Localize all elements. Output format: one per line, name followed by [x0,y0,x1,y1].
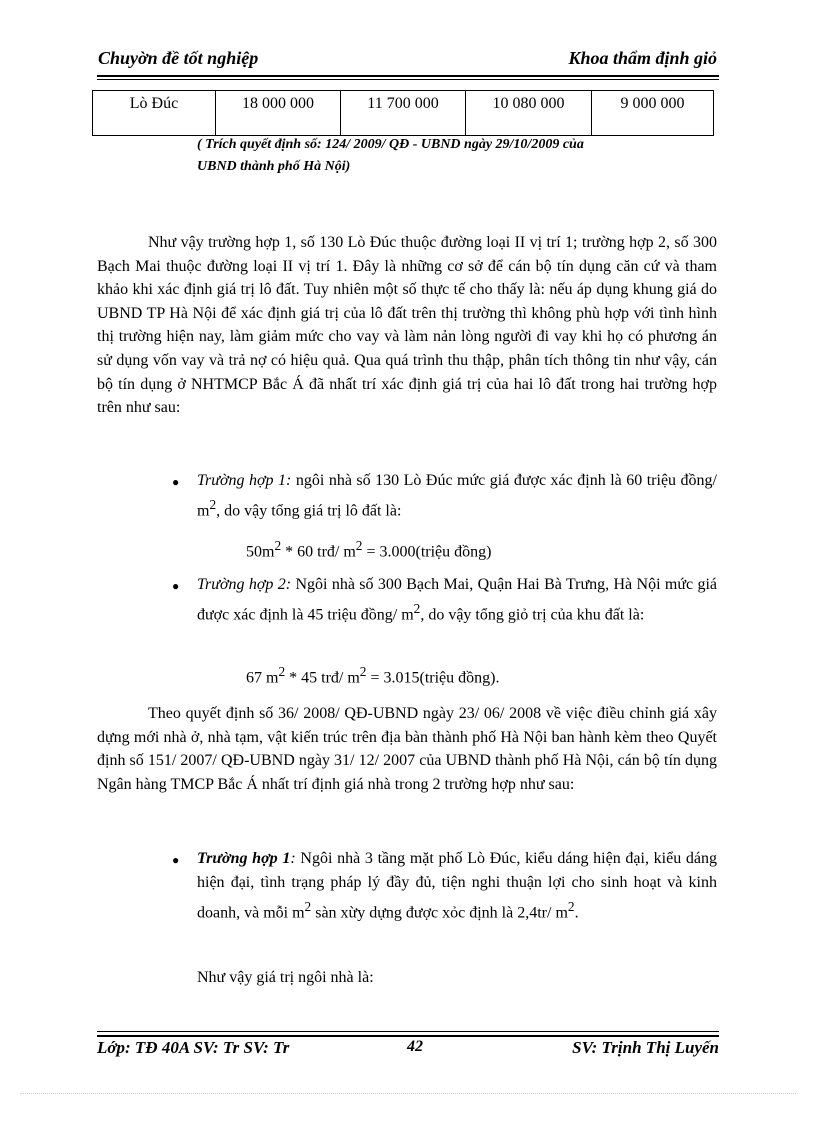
case-text: ngôi nhà số 130 Lò Đúc mức giá được xác định là 60 triệu đồng/ m [197,472,717,520]
superscript: 2 [304,899,312,914]
footer-rule-thick [97,1035,719,1037]
bullet-dot-icon: ● [172,579,180,593]
header-right-title: Khoa thẩm định giỏ [568,48,717,68]
closing-sentence: Như vậy giá trị ngôi nhà là: [197,969,374,986]
bullet-dot-icon: ● [172,475,180,489]
bullet-case-2-land [197,573,717,627]
paragraph-land-valuation: Như vậy trường hợp 1, số 130 Lò Đúc thuộc đường loại II vị trí 1; trường hợp 2, số 300 Bạch Mai thuộc đường loại II vị trí 1. Đây là những cơ sở để cán bộ tín dụng căn cứ và tham khảo khi xác định giá trị lô đất. Tuy nhiên một số thực tế cho thấy là: nếu áp dụng khung giá do UBND TP Hà Nội để xác định giá trị của lô đất trên thị trường thì không phù hợp với tình hình thị trường hiện nay, làm giảm mức cho vay và làm nản lòng người đi vay khi họ có phương án sử dụng vốn vay và trả nợ có hiệu quả. Qua quá trình thu thập, phân tích thông tin như vậy, cán bộ tín dụng ở NHTMCP Bắc Á đã nhất trí xác định giá trị của hai lô đất trong hai trường hợp trên như sau: [97,234,717,417]
case-label: Trường hợp 1 [197,850,291,867]
header-left-title: Chuyờn đề tốt nghiệp [98,48,259,68]
superscript: 2 [274,538,282,553]
header-rule-thick [97,75,719,77]
case-text: Ngôi nhà 3 tầng mặt phố Lò Đúc, kiểu dáng hiện đại, kiểu dáng hiện đại, tình trạng pháp lý đầy đủ, tiện nghi thuận lợi cho sinh hoạt và kinh doanh, và mỗi m [197,850,717,922]
citation-note [197,134,717,178]
citation-line-2: UBND thành phố Hà Nội) [197,159,351,174]
page-bottom-border [20,1093,796,1094]
footer-author: SV: Trịnh Thị Luyến [572,1038,719,1057]
formula-result: = 3.015(triệu đồng). [366,669,500,687]
formula-result: = 3.000(triệu đồng) [362,543,492,561]
case-label: Trường hợp 1: [197,472,292,489]
case-text: Ngôi nhà số 300 Bạch Mai, Quận Hai Bà Trưng, Hà Nội mức giá được xác định là 45 triệu đồng/ m [197,576,718,624]
header-rule-thin [97,79,719,80]
footer-rule-thin [97,1031,719,1032]
table-cell-price-1: 18 000 000 [216,91,341,136]
superscript: 2 [355,538,363,553]
land-price-table [92,90,714,136]
superscript: 2 [413,601,421,616]
formula-part: * 45 trđ/ m [285,669,360,687]
page-number: 42 [407,1038,423,1055]
bullet-case-1-house [197,847,717,925]
superscript: 2 [209,497,217,512]
bullet-case-1-land [197,469,717,523]
case-label-colon: : [290,850,296,867]
formula-case-2 [246,660,499,690]
footer-class-info: Lớp: TĐ 40A SV: Tr SV: Tr [97,1038,290,1057]
page-footer [97,1038,719,1064]
bullet-dot-icon: ● [172,853,180,867]
case-text-end: , do vậy tổng giỏ trị của khu đất là: [420,606,645,624]
page-header [97,48,719,74]
table-cell-price-4: 9 000 000 [592,91,714,136]
superscript: 2 [278,664,286,679]
case-text-mid: sàn xừy dựng được xỏc định là 2,4tr/ m [311,904,568,922]
table-cell-price-2: 11 700 000 [341,91,466,136]
paragraph-house-valuation: Theo quyết định số 36/ 2008/ QĐ-UBND ngày 23/ 06/ 2008 về việc điều chỉnh giá xây dựng mới nhà ở, nhà tạm, vật kiến trúc trên địa bàn thành phố Hà Nội ban hành kèm theo Quyết định số 151/ 2007/ QĐ-UBND ngày 31/ 12/ 2007 của UBND thành phố Hà Nội, cán bộ tín dụng Ngân hàng TMCP Bắc Á nhất trí định giá nhà trong 2 trường hợp như sau: [97,705,717,793]
formula-part: * 60 trđ/ m [281,543,356,561]
superscript: 2 [567,899,575,914]
table-row [93,91,714,136]
superscript: 2 [359,664,367,679]
table-cell-price-3: 10 080 000 [466,91,592,136]
citation-line-1: ( Trích quyết định số: 124/ 2009/ QĐ - UBND ngày 29/10/2009 của [197,137,584,152]
formula-case-1 [246,534,491,564]
case-label: Trường hợp 2: [197,576,292,593]
formula-part: 67 m [246,669,279,687]
case-text-end: . [574,904,579,922]
formula-part: 50m [246,543,275,561]
case-text-end: , do vậy tổng giá trị lô đất là: [216,502,402,520]
table-cell-street: Lò Đúc [93,91,216,136]
